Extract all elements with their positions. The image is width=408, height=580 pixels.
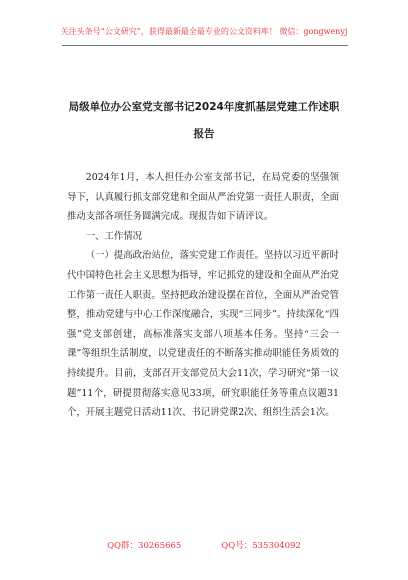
header-banner: 关注头条号“公文研究”，获得最新最全最专业的公文资料库！ 微信：gongwenyj <box>60 27 348 36</box>
qq-account-number: QQ号：535304092 <box>221 541 301 551</box>
section-heading: 一、工作情况 <box>85 230 143 242</box>
header-divider <box>62 45 348 46</box>
document-title: 局级单位办公室党支部书记2024年度抓基层党建工作述职 <box>68 101 340 113</box>
document-title-continued: 报告 <box>193 128 215 140</box>
footer-contact <box>0 539 408 551</box>
body-paragraph: （一）提高政治站位，落实党建工作责任。坚持以习近平新时代中国特色社会主义思想为指导，牢记抓党的建设和全面从严治党工作第一责任人职责。坚持把政治建设摆在首位，全面从严治党管整，推动党建与中心工作深度融合，实现“三同步”。持续深化“四强”党支部创建，高标准落实支部八项基本任务。坚持“三会一课”等组织生活制度，以党建责任的不断落实推动职能任务质效的持续提升。目前，支部召开支部党员大会11次，学习研究“第一议题”11个，研提贯彻落实意见33项，研究职能任务等重点议题31个，开展主题党日活动11次、书记讲党课2次、组织生活会1次。 <box>67 250 339 419</box>
document-body <box>67 168 339 423</box>
qq-group-number: QQ群：30265665 <box>107 541 182 551</box>
intro-paragraph: 2024年1月，本人担任办公室支部书记，在局党委的坚强领导下，认真履行抓支部党建和全面从严治党第一责任人职责，全面推动支部各项任务圆满完成。现报告如下请评议。 <box>67 172 339 223</box>
